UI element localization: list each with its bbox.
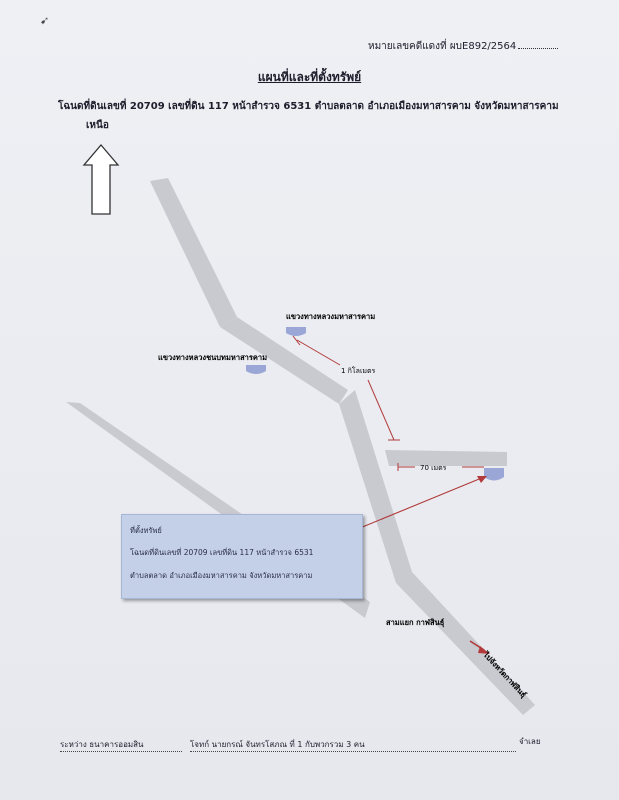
highway-office-marker (286, 327, 306, 336)
label-distance-1km: 1 กิโลเมตร (341, 367, 376, 375)
north-label: เหนือ (86, 120, 109, 131)
footer-left-text: ระหว่าง ธนาคารออมสิน (60, 740, 144, 749)
deed-description: โฉนดที่ดินเลขที่ 20709 เลขที่ดิน 117 หน้าสำรวจ 6531 ตำบลตลาด อำเภอเมืองมหาสารคาม จังหวัดมหาสารคาม (58, 101, 559, 112)
scratch-marks: ➹ (40, 14, 50, 27)
footer-middle-text: โจทก์ นายกรณ์ จันทรโสภณ ที่ 1 กับพวกรวม 3 คน (190, 740, 365, 749)
label-junction: สามแยก กาฬสินธุ์ (386, 618, 445, 627)
label-distance-70m: 70 เมตร (420, 464, 447, 472)
infobox-line-1: โฉนดที่ดินเลขที่ 20709 เลขที่ดิน 117 หน้าสำรวจ 6531 (130, 548, 314, 557)
case-number-text: หมายเลขคดีแดงที่ ผบE892/2564 (368, 41, 517, 52)
infobox-pointer (343, 477, 484, 535)
infobox-heading: ที่ตั้งทรัพย์ (130, 526, 162, 535)
property-info-box (121, 514, 363, 599)
road-to-kalasin (396, 572, 535, 715)
label-rural-road-office: แขวงทางหลวงชนบทมหาสารคาม (158, 353, 268, 362)
property-marker (484, 468, 504, 481)
north-arrow-icon (84, 145, 118, 214)
rural-road-office-marker (246, 365, 266, 374)
label-to-province: ไปจังหวัดกาฬสินธุ์ (481, 650, 529, 700)
footer-parties-field (190, 738, 516, 752)
road-northwest (150, 178, 237, 327)
infobox-line-2: ตำบลตลาด อำเภอเมืองมหาสารคาม จังหวัดมหาสารคาม (130, 571, 313, 580)
page-title-text: แผนที่และที่ตั้งทรัพย์ (257, 70, 362, 84)
footer-parties (60, 738, 516, 752)
label-highway-office: แขวงทางหลวงมหาสารคาม (286, 312, 376, 321)
footer-defendant-label: จำเลย (519, 737, 541, 746)
footer-plaintiff-field (60, 738, 182, 752)
